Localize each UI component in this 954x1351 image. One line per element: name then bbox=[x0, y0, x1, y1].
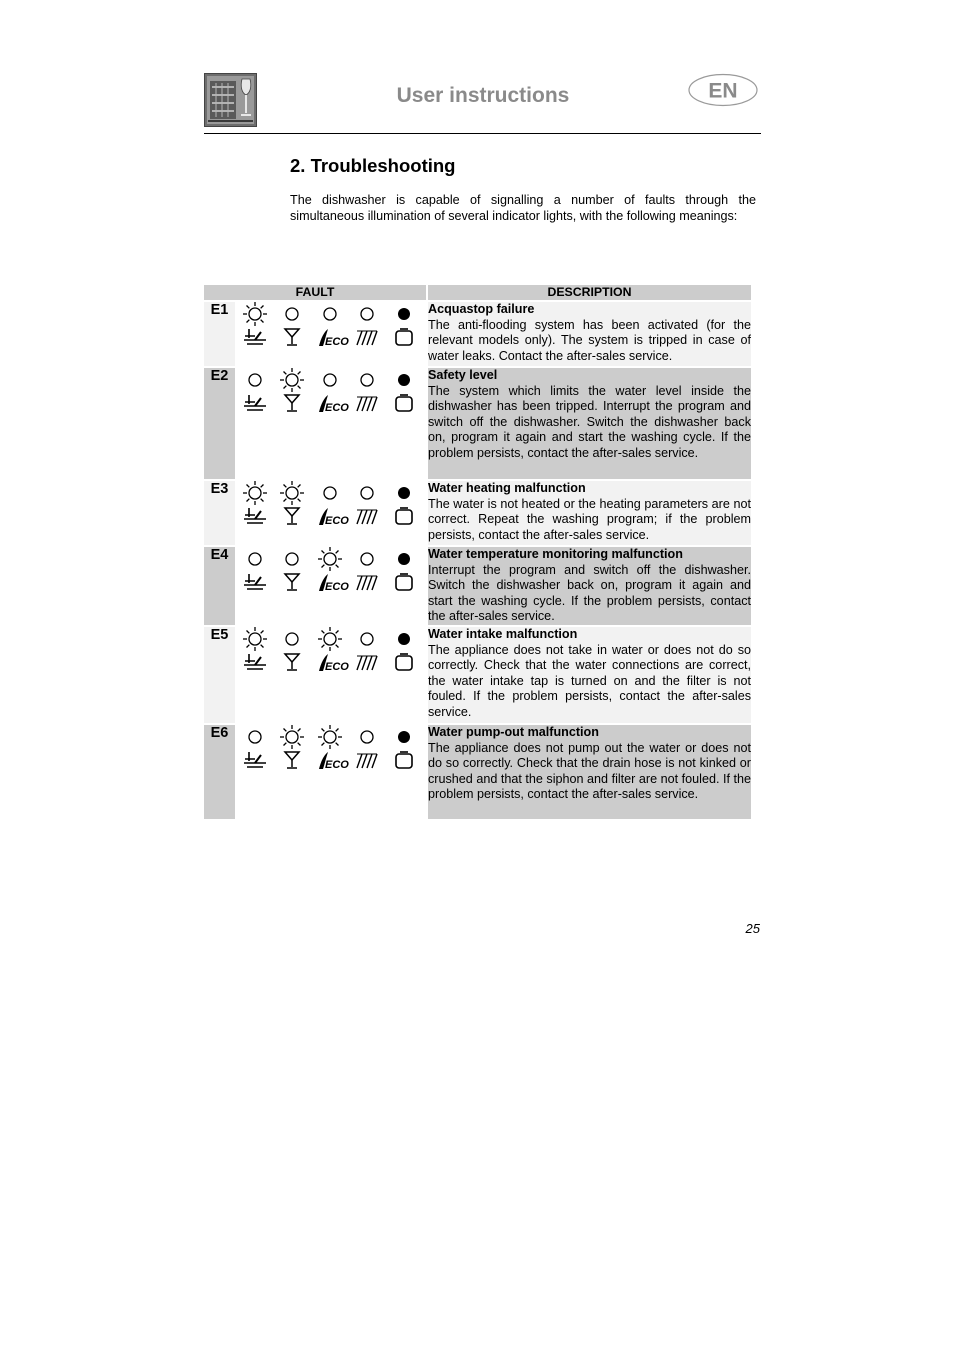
indicator-lights bbox=[237, 368, 426, 479]
light-solid-icon bbox=[390, 368, 418, 392]
fault-text: Interrupt the program and switch off the dishwasher. Switch the dishwasher back on, program it again and start the washing cycle. If the problem persists, contact the after-sales service. bbox=[428, 562, 751, 624]
indicator bbox=[314, 368, 349, 414]
light-off-icon bbox=[353, 627, 381, 651]
fault-text: The appliance does not take in water or does not do so correctly. Check that the water connections are correct, the water intake tap is turned on and the filter is not fouled. If the problem persists, contact the after-sales service. bbox=[428, 642, 751, 719]
tap-icon bbox=[241, 651, 269, 673]
indicator-lights bbox=[237, 302, 426, 366]
light-solid-icon bbox=[390, 725, 418, 749]
indicator bbox=[314, 627, 349, 673]
fault-title: Water heating malfunction bbox=[428, 481, 586, 495]
light-off-icon bbox=[316, 368, 344, 392]
description-column-header: DESCRIPTION bbox=[428, 285, 751, 300]
glass-icon bbox=[278, 749, 306, 771]
light-solid-icon bbox=[390, 302, 418, 326]
indicator bbox=[351, 725, 383, 771]
fault-code: E4 bbox=[204, 547, 235, 625]
fault-code: E6 bbox=[204, 725, 235, 819]
pot-icon bbox=[390, 749, 418, 771]
light-off-icon bbox=[278, 627, 306, 651]
fault-code: E2 bbox=[204, 368, 235, 479]
fault-title: Water pump-out malfunction bbox=[428, 725, 599, 739]
eco-icon bbox=[316, 505, 349, 527]
light-off-icon bbox=[316, 302, 344, 326]
fault-row bbox=[204, 725, 751, 819]
indicator bbox=[276, 302, 308, 348]
eco-icon bbox=[316, 651, 349, 673]
wash-icon bbox=[353, 651, 381, 673]
fault-row bbox=[204, 481, 751, 545]
light-flashing-icon bbox=[278, 725, 306, 749]
pot-icon bbox=[390, 571, 418, 593]
light-off-icon bbox=[353, 368, 381, 392]
light-off-icon bbox=[241, 368, 269, 392]
fault-code: E5 bbox=[204, 627, 235, 723]
light-off-icon bbox=[278, 302, 306, 326]
wash-icon bbox=[353, 571, 381, 593]
light-off-icon bbox=[241, 547, 269, 571]
header-divider bbox=[204, 133, 761, 134]
indicator-lights bbox=[237, 725, 426, 819]
indicator bbox=[351, 481, 383, 527]
indicator bbox=[239, 627, 271, 673]
light-off-icon bbox=[353, 302, 381, 326]
indicator bbox=[276, 368, 308, 414]
light-flashing-icon bbox=[241, 481, 269, 505]
page-number: 25 bbox=[745, 921, 760, 936]
fault-description bbox=[428, 725, 751, 819]
intro-paragraph: The dishwasher is capable of signalling a number of faults through the simultaneous illumination of several indicator lights, with the following meanings: bbox=[290, 193, 756, 223]
glass-icon bbox=[278, 505, 306, 527]
glass-icon bbox=[278, 392, 306, 414]
indicator bbox=[314, 481, 349, 527]
fault-text: The appliance does not pump out the water or does not do so correctly. Check that the drain hose is not kinked or crushed and that the siphon and filter are not fouled. If the problem persists, contact the after-sales service. bbox=[428, 740, 751, 802]
indicator-lights bbox=[237, 627, 426, 723]
fault-title: Water intake malfunction bbox=[428, 627, 578, 641]
light-solid-icon bbox=[390, 481, 418, 505]
indicator bbox=[239, 725, 271, 771]
light-off-icon bbox=[353, 547, 381, 571]
light-solid-icon bbox=[390, 547, 418, 571]
light-solid-icon bbox=[390, 627, 418, 651]
fault-row bbox=[204, 627, 751, 723]
language-code: EN bbox=[708, 79, 738, 103]
fault-description bbox=[428, 547, 751, 625]
light-flashing-icon bbox=[278, 368, 306, 392]
indicator bbox=[239, 547, 271, 593]
light-off-icon bbox=[353, 725, 381, 749]
fault-code: E1 bbox=[204, 302, 235, 366]
fault-row bbox=[204, 547, 751, 625]
indicator bbox=[388, 547, 420, 593]
indicator bbox=[388, 627, 420, 673]
fault-code: E3 bbox=[204, 481, 235, 545]
wash-icon bbox=[353, 749, 381, 771]
fault-text: The water is not heated or the heating parameters are not correct. Repeat the washing program; if the problem persists, contact the after-sales service. bbox=[428, 496, 751, 542]
fault-description bbox=[428, 368, 751, 479]
indicator bbox=[314, 547, 349, 593]
indicator bbox=[388, 368, 420, 414]
svg-text:ECO: ECO bbox=[324, 336, 349, 348]
svg-text:ECO: ECO bbox=[324, 661, 349, 673]
fault-column-header: FAULT bbox=[204, 285, 426, 300]
header-title: User instructions bbox=[396, 84, 570, 107]
language-badge bbox=[688, 73, 758, 107]
indicator bbox=[276, 547, 308, 593]
pot-icon bbox=[390, 392, 418, 414]
indicator bbox=[388, 481, 420, 527]
eco-icon bbox=[316, 749, 349, 771]
light-off-icon bbox=[353, 481, 381, 505]
fault-description bbox=[428, 627, 751, 723]
indicator bbox=[239, 481, 271, 527]
tap-icon bbox=[241, 571, 269, 593]
light-off-icon bbox=[241, 725, 269, 749]
pot-icon bbox=[390, 326, 418, 348]
indicator bbox=[276, 627, 308, 673]
pot-icon bbox=[390, 505, 418, 527]
indicator-lights bbox=[237, 547, 426, 625]
fault-title: Acquastop failure bbox=[428, 302, 535, 316]
indicator bbox=[314, 725, 349, 771]
fault-table bbox=[202, 283, 753, 821]
light-off-icon bbox=[316, 481, 344, 505]
indicator bbox=[276, 725, 308, 771]
wash-icon bbox=[353, 326, 381, 348]
eco-icon bbox=[316, 326, 349, 348]
indicator bbox=[351, 368, 383, 414]
section-title: 2. Troubleshooting bbox=[290, 155, 456, 176]
fault-description bbox=[428, 481, 751, 545]
wash-icon bbox=[353, 505, 381, 527]
indicator bbox=[351, 627, 383, 673]
dishwasher-logo-icon bbox=[204, 73, 257, 127]
fault-row bbox=[204, 302, 751, 366]
indicator-lights bbox=[237, 481, 426, 545]
svg-text:ECO: ECO bbox=[324, 402, 349, 414]
tap-icon bbox=[241, 749, 269, 771]
indicator bbox=[388, 302, 420, 348]
indicator bbox=[239, 302, 271, 348]
fault-text: The system which limits the water level inside the dishwasher has been tripped. Interrupt the program and switch off the dishwasher. Switch the dishwasher back on, program it again and start the washing cycle. If the problem persists, contact the after-sales service. bbox=[428, 383, 751, 460]
light-flashing-icon bbox=[278, 481, 306, 505]
indicator bbox=[351, 302, 383, 348]
svg-text:ECO: ECO bbox=[324, 581, 349, 593]
light-off-icon bbox=[278, 547, 306, 571]
glass-icon bbox=[278, 326, 306, 348]
fault-row bbox=[204, 368, 751, 479]
fault-description bbox=[428, 302, 751, 366]
indicator bbox=[388, 725, 420, 771]
tap-icon bbox=[241, 326, 269, 348]
indicator bbox=[351, 547, 383, 593]
light-flashing-icon bbox=[316, 627, 344, 651]
light-flashing-icon bbox=[241, 627, 269, 651]
pot-icon bbox=[390, 651, 418, 673]
wash-icon bbox=[353, 392, 381, 414]
indicator bbox=[314, 302, 349, 348]
tap-icon bbox=[241, 505, 269, 527]
indicator bbox=[239, 368, 271, 414]
glass-icon bbox=[278, 651, 306, 673]
glass-icon bbox=[278, 571, 306, 593]
indicator bbox=[276, 481, 308, 527]
svg-text:ECO: ECO bbox=[324, 759, 349, 771]
eco-icon bbox=[316, 571, 349, 593]
light-flashing-icon bbox=[316, 725, 344, 749]
light-flashing-icon bbox=[241, 302, 269, 326]
fault-text: The anti-flooding system has been activated (for the relevant models only). The system is tripped in case of water leaks. Contact the after-sales service. bbox=[428, 317, 751, 363]
fault-title: Safety level bbox=[428, 368, 498, 382]
eco-icon bbox=[316, 392, 349, 414]
tap-icon bbox=[241, 392, 269, 414]
light-flashing-icon bbox=[316, 547, 344, 571]
fault-title: Water temperature monitoring malfunction bbox=[428, 547, 683, 561]
svg-text:ECO: ECO bbox=[324, 515, 349, 527]
